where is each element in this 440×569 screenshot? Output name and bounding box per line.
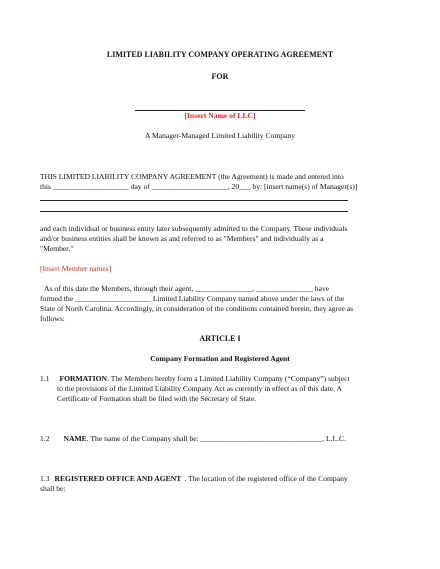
para3-line-1: As of this date the Members, through their agent, _______________, _______________ have — [44, 284, 330, 293]
section-1-2 — [40, 434, 346, 444]
for-label: FOR — [211, 72, 229, 81]
section-1-1-heading: FORMATION — [59, 374, 108, 383]
section-1-3 — [40, 474, 348, 484]
para3-line-4: follows: — [40, 314, 65, 323]
para2-line-1: and each individual or business entity later subsequently admitted to the Company. These individuals — [40, 224, 348, 233]
section-1-1-line-2: to the provisions of the Limited Liability Company Act as currently in effect as of this date. A — [57, 384, 342, 393]
section-1-2-heading: NAME — [63, 434, 87, 443]
member-names-placeholder: [Insert Member names] — [40, 264, 112, 273]
section-1-1-line-1: . The Members hereby form a Limited Liability Company (“Company”) subject — [107, 374, 350, 383]
section-1-3-line-2: shall be: — [40, 484, 66, 493]
section-1-3-heading: REGISTERED OFFICE AND AGENT — [54, 474, 182, 483]
section-1-3-number: 1.3 — [40, 474, 50, 483]
manager-name-line-2 — [40, 211, 348, 212]
article-subheading: Company Formation and Registered Agent — [150, 354, 290, 363]
section-1-2-line-1: . The name of the Company shall be: ________________________________, L.L.C. — [86, 434, 346, 443]
para2-line-2: and/or business entities shall be known as and referred to as "Members" and individually as a — [40, 234, 324, 243]
intro-line-2: this ____________________ day of ____________________, 20___ by: [insert name(s) of Manager(s)] — [40, 182, 358, 191]
section-1-2-number: 1.2 — [40, 434, 50, 443]
para2-line-3: "Member." — [40, 244, 74, 253]
article-heading: ARTICLE I — [199, 334, 241, 343]
para3-line-3: State of North Carolina. Accordingly, in consideration of the conditions contained herein, they agree as — [40, 304, 354, 313]
llc-name-placeholder: [Insert Name of LLC] — [184, 111, 256, 120]
document-title: LIMITED LIABILITY COMPANY OPERATING AGREEMENT — [106, 50, 334, 59]
intro-line-1: THIS LIMITED LIABILITY COMPANY AGREEMENT (the Agreement) is made and entered into — [40, 172, 344, 181]
section-1-1 — [40, 374, 350, 384]
document-subtitle: A Manager-Managed Limited Liability Company — [145, 131, 295, 140]
section-1-3-line-1: . The location of the registered office of the Company — [184, 474, 348, 483]
section-1-1-number: 1.1 — [40, 374, 50, 383]
manager-name-line-1 — [40, 200, 348, 201]
para3-line-2: formed the ____________________ Limited Liability Company named above under the laws of the — [40, 294, 345, 303]
section-1-1-line-3: Certificate of Formation shall be filed with the Secretary of State. — [57, 394, 257, 403]
